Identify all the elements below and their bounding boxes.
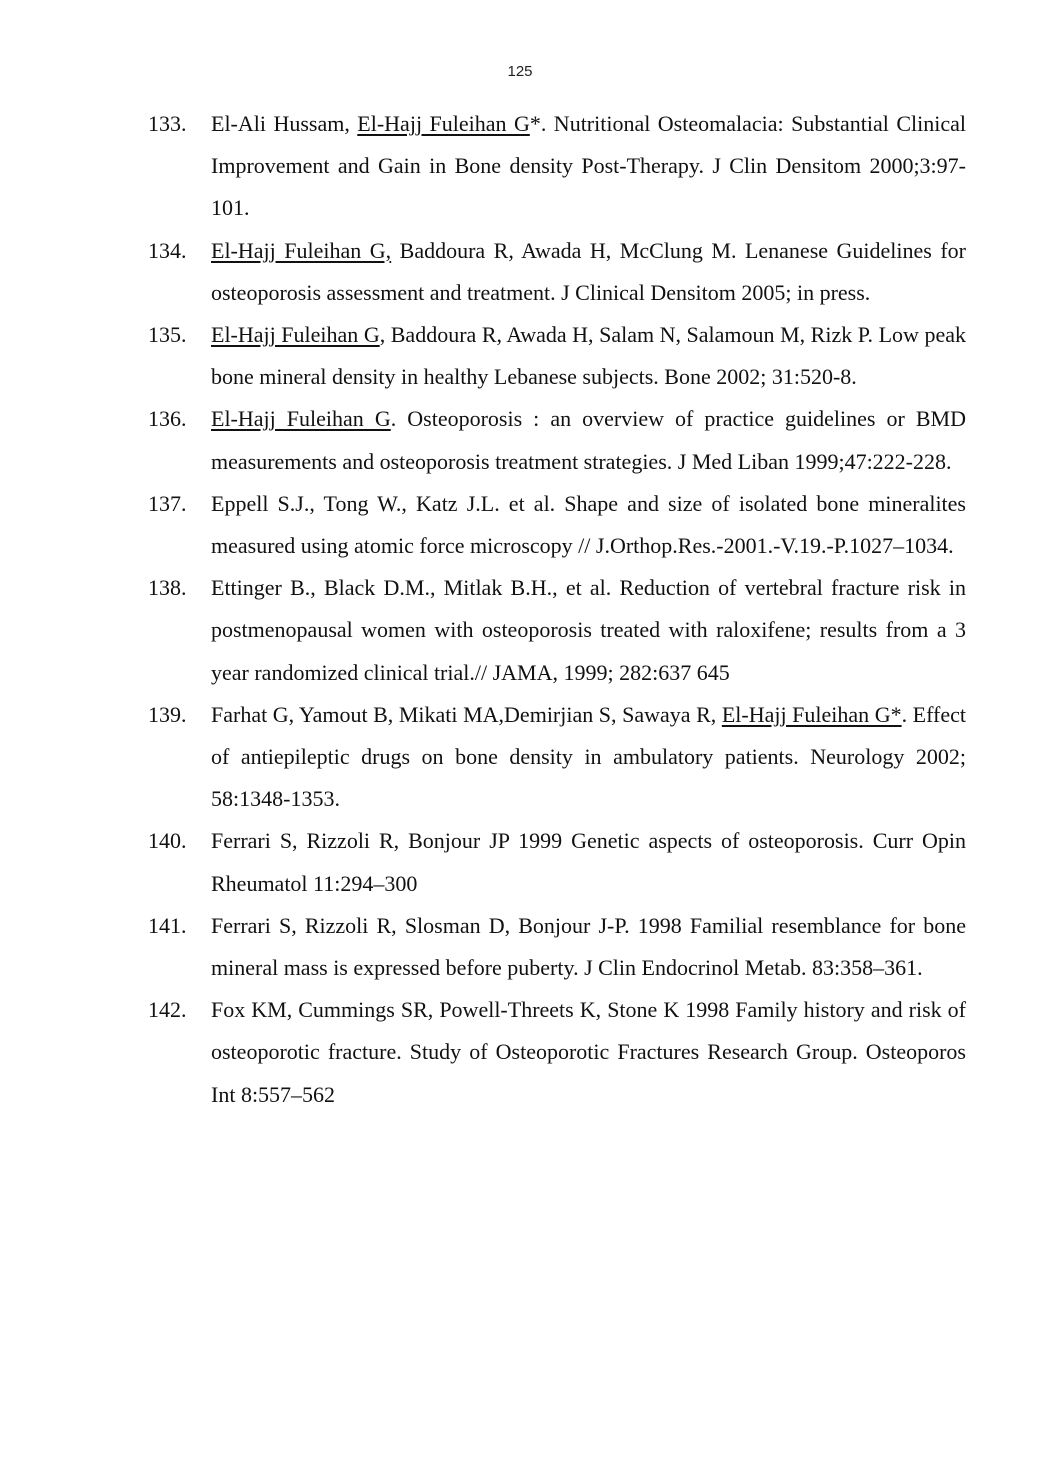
- reference-number: 133.: [148, 111, 187, 136]
- reference-text: Ettinger B., Black D.M., Mitlak B.H., et al. Reduction of vertebral fracture risk in postmenopausal women with osteoporosis treated with raloxifene; results from a 3 year randomized clinical trial.// JAMA, 1999; 282:637 645: [211, 575, 966, 685]
- underlined-author: El-Hajj Fuleihan G: [211, 406, 391, 432]
- reference-number: 141.: [148, 912, 187, 938]
- reference-item: [0, 483, 966, 567]
- reference-item: [0, 398, 966, 482]
- reference-number: 140.: [148, 828, 187, 854]
- reference-text: Fox KM, Cummings SR, Powell-Threets K, Stone K 1998 Family history and risk of osteoporotic fracture. Study of Osteoporotic Fractures Research Group. Osteoporos Int 8:557–562: [211, 997, 966, 1107]
- reference-item: [0, 905, 966, 989]
- reference-text: . Effect of antiepileptic drugs on bone density in ambulatory patients. Neurology 2002; 58:1348-1353.: [211, 701, 966, 812]
- reference-item: [0, 694, 966, 821]
- page-number: 125: [507, 63, 533, 80]
- reference-item: [0, 314, 966, 398]
- reference-text: Baddoura R, Awada H, McClung M. Lenanese Guidelines for osteoporosis assessment and treatment. J Clinical Densitom 2005; in press.: [211, 237, 966, 305]
- reference-number: 138.: [148, 575, 187, 601]
- reference-text: El-Ali Hussam,: [211, 111, 358, 136]
- reference-item: [0, 230, 966, 314]
- reference-text: Ferrari S, Rizzoli R, Slosman D, Bonjour J-P. 1998 Familial resemblance for bone mineral mass is expressed before puberty. J Clin Endocrinol Metab. 83:358–361.: [211, 912, 966, 981]
- reference-item: [0, 567, 966, 694]
- reference-text: *. Nutritional Osteomalacia: Substantial Clinical Improvement and Gain in Bone density Post-Therapy. J Clin Densitom 2000;3:97-101.: [211, 111, 966, 221]
- reference-number: 137.: [148, 490, 187, 516]
- reference-list: [0, 103, 1040, 1116]
- reference-text: Eppell S.J., Tong W., Katz J.L. et al. Shape and size of isolated bone mineralites measured using atomic force microscopy // J.Orthop.Res.-2001.-V.19.-P.1027–1034.: [211, 490, 966, 559]
- underlined-author: El-Hajj Fuleihan G: [211, 322, 380, 348]
- underlined-author: El-Hajj Fuleihan G,: [211, 237, 392, 263]
- underlined-author: El-Hajj Fuleihan G*: [721, 701, 902, 727]
- reference-number: 134.: [148, 237, 187, 263]
- reference-text: Ferrari S, Rizzoli R, Bonjour JP 1999 Genetic aspects of osteoporosis. Curr Opin Rheumatol 11:294–300: [211, 828, 966, 896]
- reference-text: Farhat G, Yamout B, Mikati MA,Demirjian S, Sawaya R,: [211, 701, 722, 727]
- reference-item: [0, 989, 966, 1116]
- reference-item: [0, 820, 966, 904]
- reference-number: 135.: [148, 322, 187, 348]
- reference-number: 136.: [148, 406, 187, 432]
- reference-number: 139.: [148, 701, 187, 727]
- underlined-author: El-Hajj Fuleihan G: [357, 111, 530, 136]
- reference-item: [0, 103, 966, 230]
- reference-text: . Osteoporosis : an overview of practice guidelines or BMD measurements and osteoporosis treatment strategies. J Med Liban 1999;47:222-228.: [211, 406, 966, 474]
- reference-text: , Baddoura R, Awada H, Salam N, Salamoun M, Rizk P. Low peak bone mineral density in healthy Lebanese subjects. Bone 2002; 31:520-8.: [211, 322, 966, 390]
- reference-number: 142.: [148, 997, 187, 1023]
